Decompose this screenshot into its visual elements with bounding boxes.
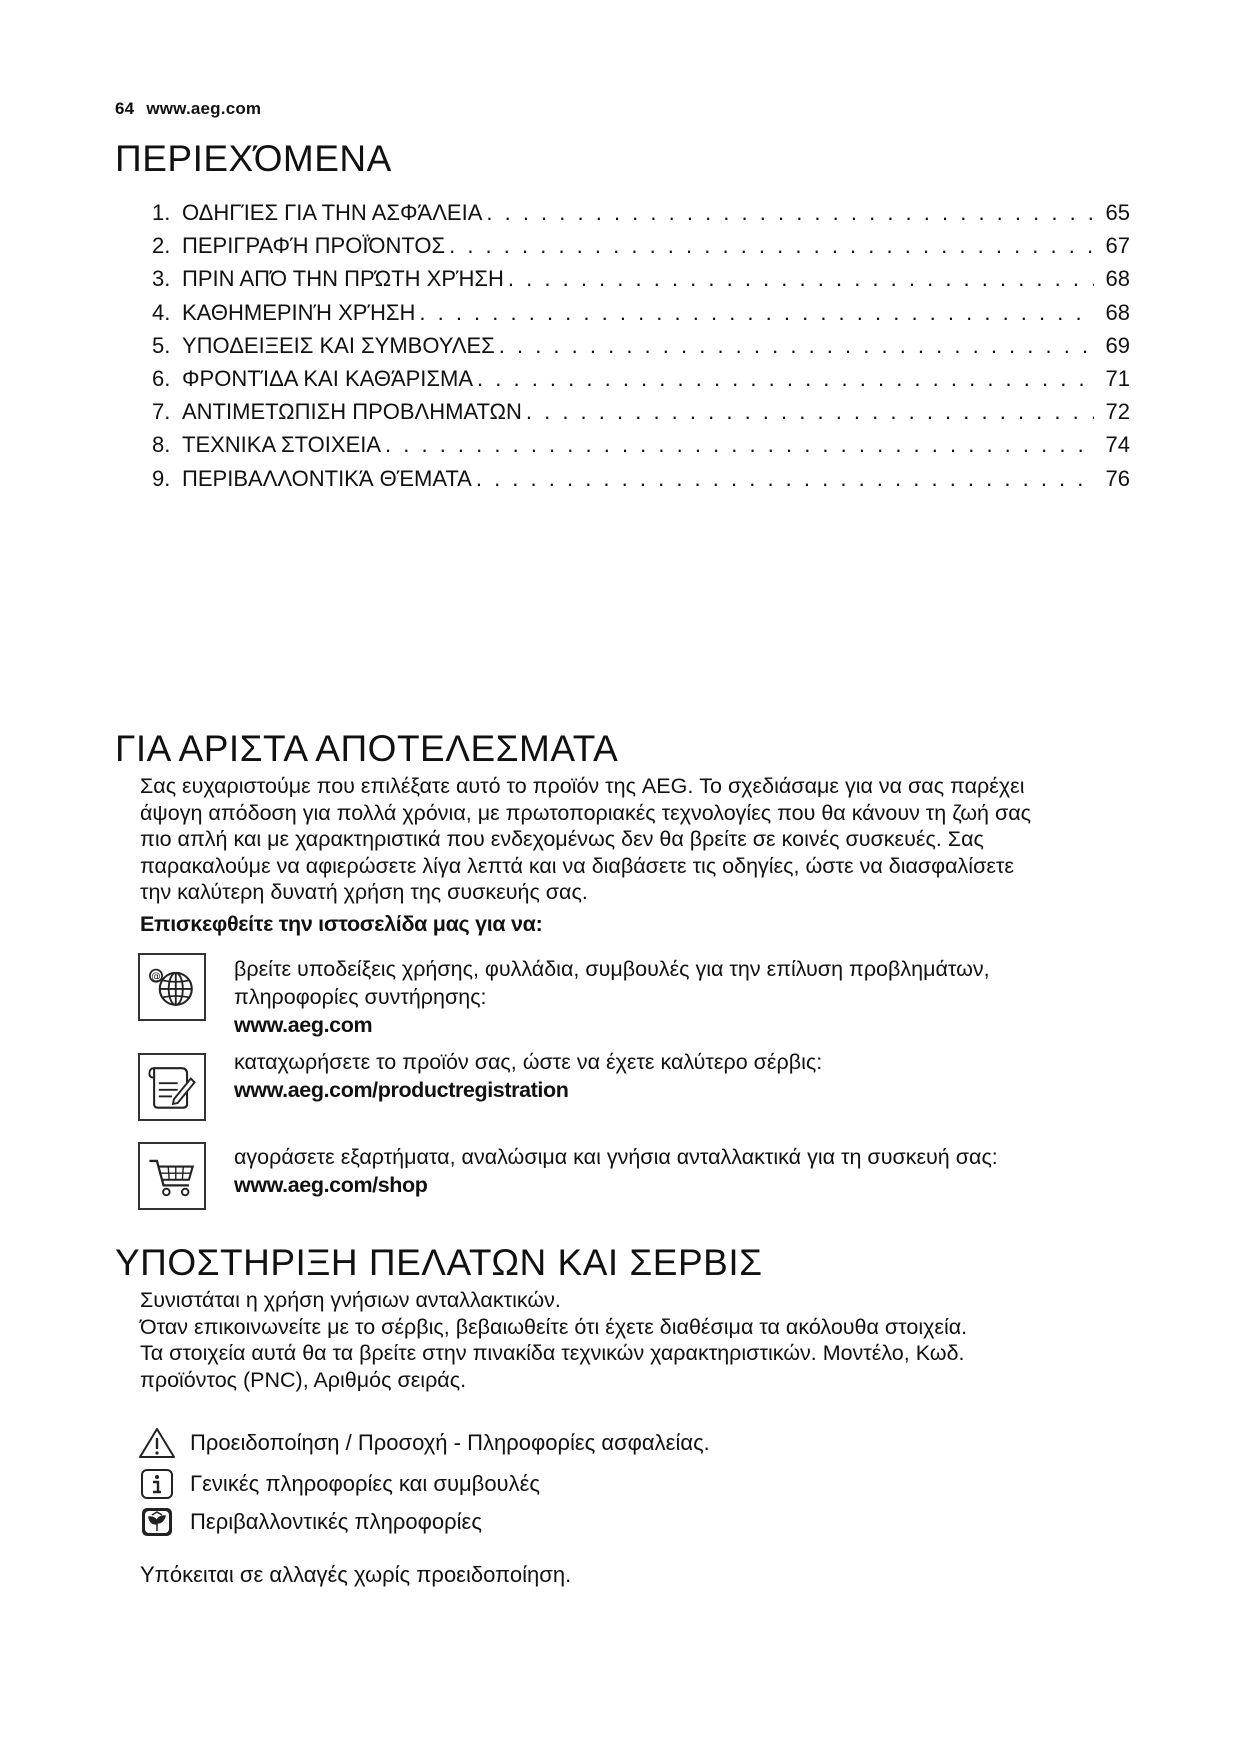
toc-entry[interactable]: [152, 200, 1130, 233]
toc-leader-dots: [499, 333, 1094, 359]
symbol-info-row: [138, 1467, 540, 1501]
toc-leader-dots: [476, 466, 1094, 492]
intro-line: άψογη απόδοση για πολλά χρόνια, με πρωτοποριακές τεχνολογίες που θα κάνουν τη ζωή σας: [140, 800, 1032, 825]
toc-entry-number: 1.: [152, 200, 171, 225]
support-line: Τα στοιχεία αυτά θα τα βρείτε στην πινακίδα τεχνικών χαρακτηριστικών. Μοντέλο, Κωδ.: [140, 1341, 965, 1365]
symbol-environment-row: [138, 1505, 482, 1539]
website-link[interactable]: www.aeg.com: [146, 99, 262, 118]
change-notice: Υπόκειται σε αλλαγές χωρίς προειδοποίηση.: [140, 1562, 572, 1587]
registration-icon: [138, 1053, 206, 1121]
toc-entry[interactable]: [152, 333, 1130, 366]
svg-text:@: @: [151, 971, 161, 983]
toc-entry-number: 8.: [152, 432, 171, 458]
intro-line: πιο απλή και με χαρακτηριστικά που ενδεχομένως δεν θα βρείτε σε κοινές συσκευές. Σας: [140, 827, 984, 851]
support-paragraph: [140, 1287, 1130, 1393]
info-icon: [138, 1468, 176, 1500]
globe-icon: [138, 953, 206, 1021]
environment-icon: [138, 1506, 176, 1538]
table-of-contents: [152, 200, 1130, 499]
toc-entry-page: 74: [1105, 432, 1130, 458]
best-results-title: ΓΙΑ ΑΡΙΣΤΑ ΑΠΟΤΕΛΕΣΜΑΤΑ: [115, 728, 619, 769]
symbol-label: Περιβαλλοντικές πληροφορίες: [190, 1509, 482, 1534]
toc-leader-dots: [477, 366, 1094, 392]
toc-entry-title: ΟΔΗΓΊΕΣ ΓΙΑ ΤΗΝ ΑΣΦΆΛΕΙΑ: [182, 200, 483, 225]
feature-line: βρείτε υποδείξεις χρήσης, φυλλάδια, συμβουλές για την επίλυση προβλημάτων,: [234, 957, 990, 981]
feature-line: αγοράσετε εξαρτήματα, αναλώσιμα και γνήσια ανταλλακτικά για τη συσκευή σας:: [234, 1145, 998, 1169]
registration-link[interactable]: www.aeg.com/productregistration: [234, 1078, 569, 1102]
page-number: 64: [115, 99, 135, 118]
toc-entry-title: ΠΕΡΙΒΑΛΛΟΝΤΙΚΆ ΘΈΜΑΤΑ: [182, 465, 472, 491]
feature-line: καταχωρήσετε το προϊόν σας, ώστε να έχετε καλύτερο σέρβις:: [234, 1050, 823, 1074]
symbol-label: Προειδοποίηση / Προσοχή - Πληροφορίες ασφαλείας.: [190, 1430, 710, 1455]
toc-leader-dots: [385, 432, 1094, 458]
visit-label: Επισκεφθείτε την ιστοσελίδα μας για να:: [140, 912, 543, 936]
toc-entry-title: ΥΠΟΔΕΙΞΕΙΣ ΚΑΙ ΣΥΜΒΟΥΛΕΣ: [182, 332, 495, 358]
intro-line: την καλύτερη δυνατή χρήση της συσκευής σας.: [140, 880, 588, 904]
toc-entry-number: 7.: [152, 399, 171, 425]
feature-product-registration: [234, 1048, 1134, 1104]
website-link[interactable]: www.aeg.com: [234, 1013, 373, 1037]
toc-entry-page: 68: [1105, 266, 1130, 292]
toc-entry-number: 4.: [152, 299, 171, 325]
toc-entry-title: ΠΕΡΙΓΡΑΦΉ ΠΡΟΪΌΝΤΟΣ: [182, 233, 446, 259]
toc-entry[interactable]: [152, 300, 1130, 333]
toc-leader-dots: [419, 300, 1094, 326]
shop-link[interactable]: www.aeg.com/shop: [234, 1173, 428, 1197]
toc-leader-dots: [526, 399, 1094, 425]
toc-entry-page: 72: [1105, 399, 1130, 425]
intro-line: Σας ευχαριστούμε που επιλέξατε αυτό το προϊόν της AEG. Το σχεδιάσαμε για να σας παρέχει: [140, 774, 1025, 798]
toc-entry-title: ΤΕΧΝΙΚΑ ΣΤΟΙΧΕΙΑ: [182, 432, 382, 458]
page-header: [115, 99, 261, 119]
support-title: ΥΠΟΣΤΗΡΙΞΗ ΠΕΛΑΤΩΝ ΚΑΙ ΣΕΡΒΙΣ: [115, 1242, 763, 1283]
toc-entry-number: 6.: [152, 365, 171, 391]
support-line: προϊόντος (PNC), Αριθμός σειράς.: [140, 1367, 467, 1392]
toc-entry-title: ΦΡΟΝΤΊΔΑ ΚΑΙ ΚΑΘΆΡΙΣΜΑ: [182, 365, 474, 391]
toc-entry[interactable]: [152, 399, 1130, 432]
toc-title: ΠΕΡΙΕΧΌΜΕΝΑ: [115, 138, 392, 179]
toc-entry-number: 5.: [152, 332, 171, 358]
symbol-warning-row: [138, 1426, 710, 1460]
toc-leader-dots: [486, 200, 1094, 226]
toc-entry-page: 67: [1105, 233, 1130, 259]
toc-entry-number: 9.: [152, 465, 171, 491]
toc-entry[interactable]: [152, 266, 1130, 299]
toc-entry[interactable]: [152, 233, 1130, 266]
toc-entry-page: 76: [1105, 465, 1130, 491]
toc-entry-title: ΚΑΘΗΜΕΡΙΝΉ ΧΡΉΣΗ: [182, 299, 416, 325]
warning-icon: [138, 1427, 176, 1459]
toc-entry-number: 2.: [152, 233, 171, 259]
toc-entry-page: 69: [1105, 332, 1130, 358]
toc-entry-page: 65: [1105, 200, 1130, 225]
toc-leader-dots: [508, 266, 1094, 292]
intro-paragraph: [140, 773, 1130, 906]
toc-entry[interactable]: [152, 366, 1130, 399]
shopping-cart-icon: [138, 1142, 206, 1210]
intro-line: παρακαλούμε να αφιερώσετε λίγα λεπτά και να διαβάσετε τις οδηγίες, ώστε να διασφαλίσετε: [140, 853, 1015, 878]
support-line: Όταν επικοινωνείτε με το σέρβις, βεβαιωθείτε ότι έχετε διαθέσιμα τα ακόλουθα στοιχεία.: [140, 1314, 968, 1339]
toc-entry-title: ΑΝΤΙΜΕΤΩΠΙΣΗ ΠΡΟΒΛΗΜΑΤΩΝ: [182, 399, 522, 425]
symbol-label: Γενικές πληροφορίες και συμβουλές: [190, 1471, 540, 1496]
toc-entry-number: 3.: [152, 266, 171, 292]
toc-entry-page: 71: [1105, 365, 1130, 391]
toc-entry[interactable]: [152, 432, 1130, 465]
toc-entry[interactable]: [152, 466, 1130, 499]
toc-leader-dots: [449, 233, 1094, 259]
support-line: Συνιστάται η χρήση γνήσιων ανταλλακτικών.: [140, 1288, 561, 1312]
toc-entry-title: ΠΡΙΝ ΑΠΌ ΤΗΝ ΠΡΏΤΗ ΧΡΉΣΗ: [182, 266, 504, 292]
feature-support-info: [234, 955, 1134, 1039]
toc-entry-page: 68: [1105, 299, 1130, 325]
feature-line: πληροφορίες συντήρησης:: [234, 985, 487, 1009]
feature-shop: [234, 1143, 1134, 1199]
